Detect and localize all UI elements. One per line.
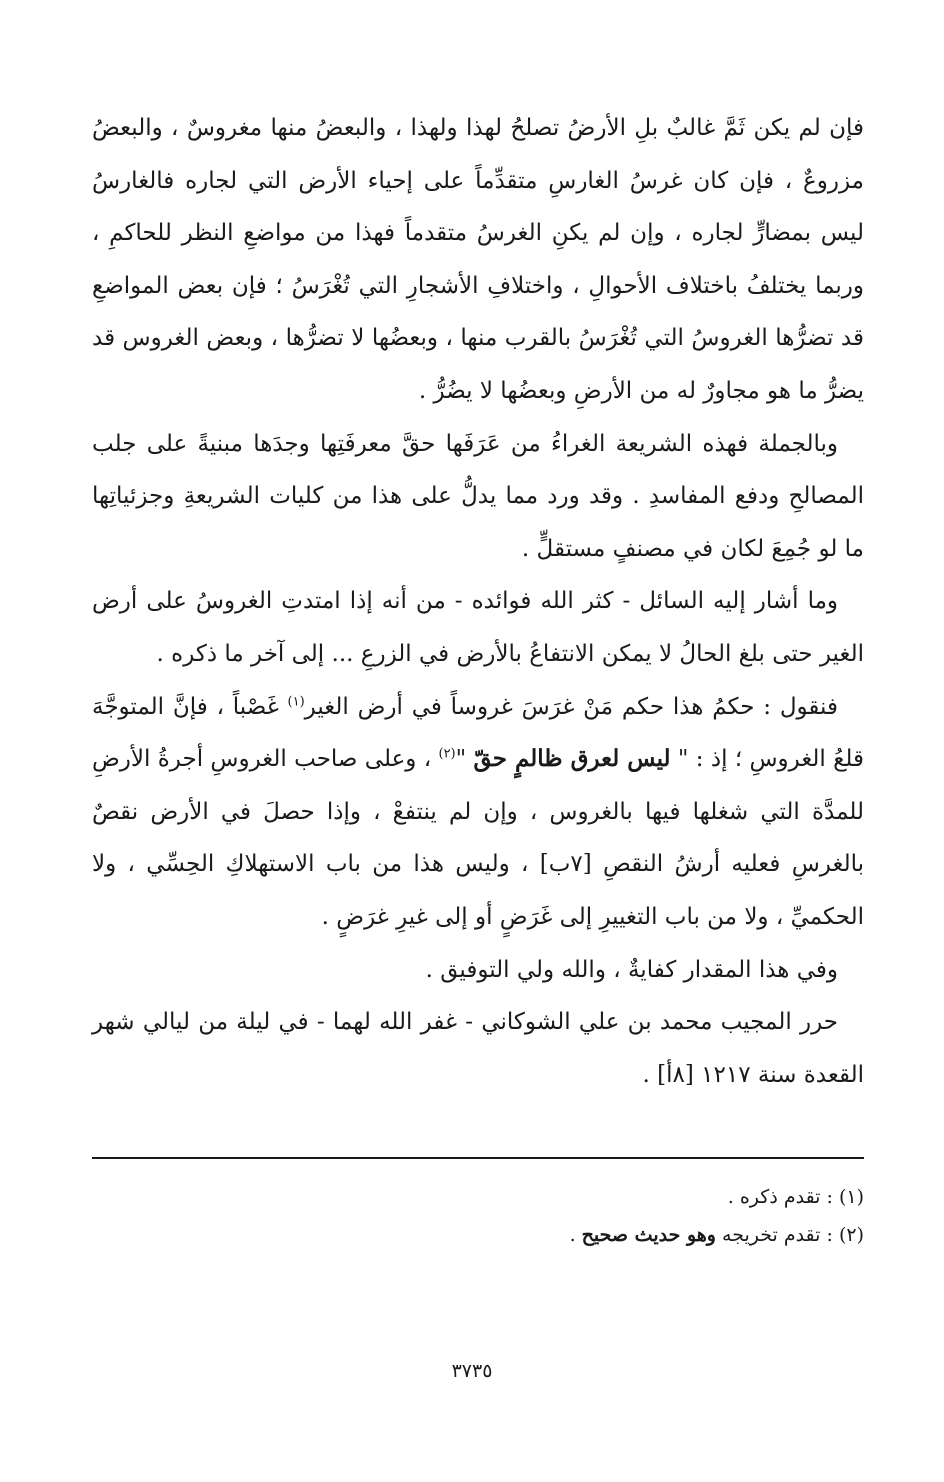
text-run: فإن لم يكن ثَمَّ غالبٌ بلِ الأرضُ تصلحُ لهذا ولهذا ، والبعضُ منها مغروسٌ ، والبعضُ مزروعٌ ، فإن كان غرسُ الغارسِ متقدِّماً على إحياء الأرض التي لجاره فالغارسُ ليس بمضارٍّ لجاره ، وإن لم يكنِ الغرسُ متقدماً فهذا من مواضعِ النظر للحاكمِ ، وربما يختلفُ باختلاف الأحوالِ ، واختلافِ الأشجارِ التي تُغْرَسُ ؛ فإن بعض المواضعِ قد تضرُّها الغروسُ التي تُغْرَسُ بالقرب منها ، وبعضُها لا تضرُّها ، وبعض الغروس قد يضرُّ ما هو مجاورٌ له من الأرضِ وبعضُها لا يضُرُّ . [92,115,864,404]
text-run: (٢) : تقدم تخريجه [715,1224,864,1246]
emphasized-text: ليس لعرق ظالمٍ حقّ [473,745,671,773]
main-text [92,102,864,1101]
text-run: . [569,1224,582,1246]
paragraph [92,944,864,997]
text-run: ، وعلى صاحب الغروسِ أجرةُ الأرضِ للمدَّة التي شغلها فيها بالغروس ، وإن لم ينتفعْ ، وإذا حصلَ في الأرض نقصٌ بالغرسِ فعليه أرشُ النقصِ [٧ب] ، وليس هذا من باب الاستهلاكِ الحِسِّي ، ولا الحكميِّ ، ولا من باب التغييرِ إلى غَرَضٍ أو إلى غيرِ غرَضٍ . [92,746,864,930]
footnote [92,1178,864,1216]
paragraph [92,996,864,1101]
text-run: وفي هذا المقدار كفايةٌ ، والله ولي التوفيق . [425,956,838,983]
text-run: (١) : تقدم ذكره . [727,1186,864,1208]
text-run: حرر المجيب محمد بن علي الشوكاني - غفر الله لهما - في ليلة من ليالي شهر القعدة سنة ١٢١٧ [٨أ] . [92,1009,864,1088]
text-run: غَصْباً ، فإنَّ المتوجَّهَ قلعُ الغروسِ ؛ إذ : " [92,693,864,773]
footnote-divider [92,1157,864,1159]
text-run: وبالجملة فهذه الشريعة الغراءُ من عَرَفَها حقَّ معرفَتِها وجدَها مبنيةً على جلب المصالحِ ودفع المفاسدِ . وقد ورد مما يدلُّ على هذا من كليات الشريعةِ وجزئياتِها ما لو جُمِعَ لكان في مصنفٍ مستقلٍّ . [92,430,864,562]
footnote-marker: (٢) [438,746,456,762]
text-run: " [455,746,474,773]
emphasized-text: وهو حديث صحيح [581,1224,716,1246]
page-number: ٣٧٣٥ [451,1360,493,1382]
footnotes [92,1178,864,1254]
paragraph [92,418,864,576]
footnote-marker: (١) [287,693,305,709]
paragraph [92,681,864,944]
text-run: فنقول : حكمُ هذا حكم مَنْ غرَسَ غروساً في أرض الغير [304,693,838,720]
footnote [92,1216,864,1254]
paragraph [92,102,864,418]
paragraph [92,575,864,680]
text-run: وما أشار إليه السائل - كثر الله فوائده - من أنه إذا امتدتِ الغروسُ على أرض الغير حتى بلغ الحالُ لا يمكن الانتفاعُ بالأرض في الزرعِ ... إلى آخر ما ذكره . [92,588,864,667]
